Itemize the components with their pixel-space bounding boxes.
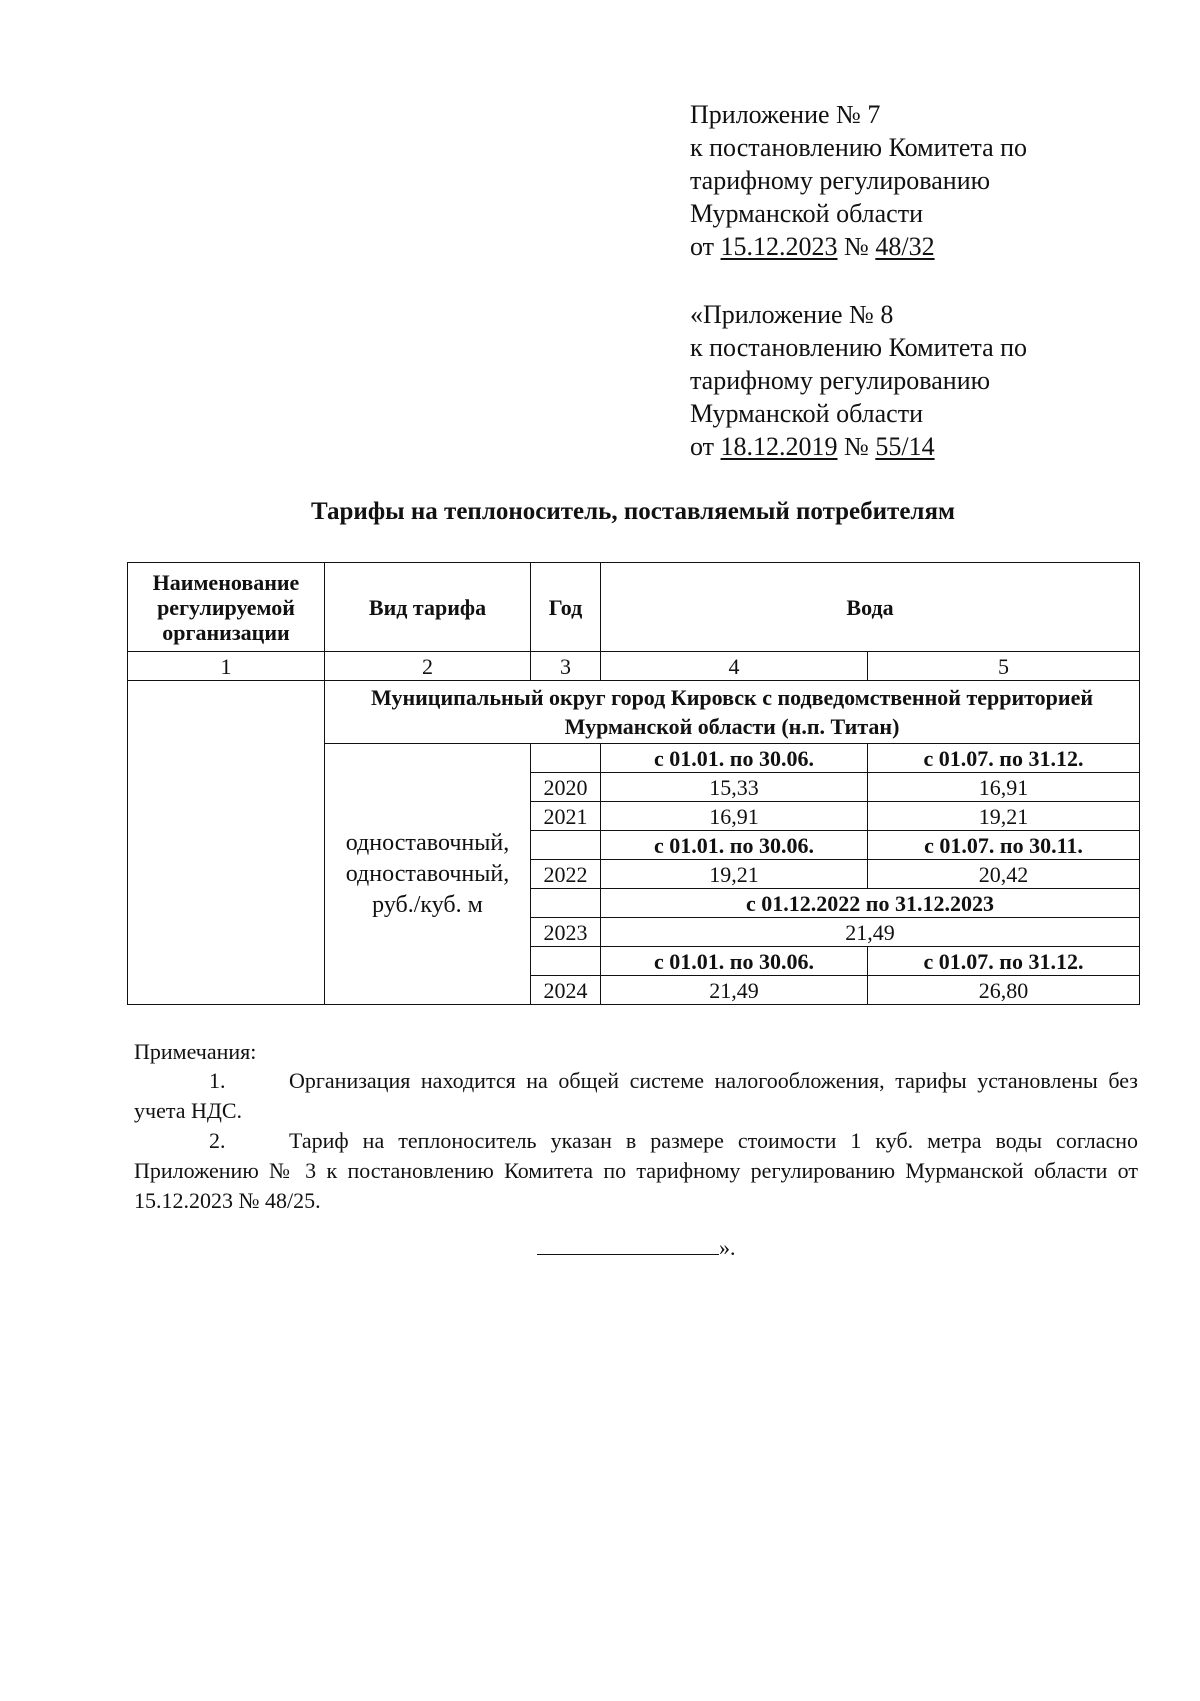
col-number: 5 — [868, 652, 1140, 681]
appendix-7-number: 48/32 — [875, 232, 935, 261]
value-cell: 16,91 — [868, 773, 1140, 802]
tariff-kind-cell: одноставочный, одноставочный, руб./куб. м — [325, 744, 531, 1005]
period-header: с 01.01. по 30.06. — [601, 831, 868, 860]
year-cell-empty — [531, 744, 601, 773]
appendix-7-line-2: к постановлению Комитета по — [690, 133, 1028, 162]
appendix-7-date: 15.12.2023 — [720, 232, 838, 261]
closing-mark — [537, 1234, 736, 1261]
year-cell: 2022 — [531, 860, 601, 889]
appendix-7-no-sign: № — [844, 232, 869, 261]
value-cell: 19,21 — [601, 860, 868, 889]
value-cell: 16,91 — [601, 802, 868, 831]
appendix-8-header — [690, 298, 1027, 463]
year-cell: 2020 — [531, 773, 601, 802]
note-item — [134, 1126, 1138, 1216]
header-year: Год — [531, 563, 601, 652]
appendix-8-line-4: Мурманской области — [690, 399, 923, 428]
col-number: 2 — [325, 652, 531, 681]
year-cell-empty — [531, 889, 601, 918]
col-number: 4 — [601, 652, 868, 681]
header-water: Вода — [601, 563, 1140, 652]
appendix-7-date-line — [690, 230, 1027, 263]
municipality-name: Муниципальный округ город Кировск с подведомственной территорией Мурманской области (н.п. Титан) — [325, 681, 1140, 744]
appendix-7-header — [690, 98, 1027, 263]
col-number: 3 — [531, 652, 601, 681]
appendix-8-number: 55/14 — [875, 432, 935, 461]
note-number: 2. — [209, 1128, 226, 1153]
value-cell: 26,80 — [868, 976, 1140, 1005]
year-cell-empty — [531, 947, 601, 976]
appendix-7-line-4: Мурманской области — [690, 199, 923, 228]
value-cell: 21,49 — [601, 976, 868, 1005]
year-cell: 2023 — [531, 918, 601, 947]
period-header: с 01.12.2022 по 31.12.2023 — [601, 889, 1140, 918]
table-header-row — [128, 563, 1140, 652]
note-item — [134, 1066, 1138, 1126]
year-cell-empty — [531, 831, 601, 860]
table-row — [128, 681, 1140, 744]
year-cell: 2021 — [531, 802, 601, 831]
value-cell: 20,42 — [868, 860, 1140, 889]
header-org: Наименование регулируемой организации — [128, 563, 325, 652]
value-cell: 21,49 — [601, 918, 1140, 947]
period-header: с 01.07. по 31.12. — [868, 744, 1140, 773]
closing-quote: ». — [719, 1235, 736, 1260]
appendix-8-line-3: тарифному регулированию — [690, 366, 991, 395]
column-number-row — [128, 652, 1140, 681]
appendix-8-line-2: к постановлению Комитета по — [690, 333, 1028, 362]
note-text: Тариф на теплоноситель указан в размере стоимости 1 куб. метра воды согласно Приложению № 3 к постановлению Комитета по тарифному регулированию Мурманской области от 15.12.2023 № 48/25. — [134, 1128, 1138, 1213]
year-cell: 2024 — [531, 976, 601, 1005]
signature-line — [537, 1234, 719, 1255]
note-number: 1. — [209, 1068, 226, 1093]
notes-label: Примечания: — [134, 1039, 257, 1064]
period-header: с 01.07. по 31.12. — [868, 947, 1140, 976]
appendix-7-line-3: тарифному регулированию — [690, 166, 991, 195]
appendix-7-from: от — [690, 232, 715, 261]
appendix-8-title: «Приложение № 8 — [690, 300, 894, 329]
col-number: 1 — [128, 652, 325, 681]
document-title: Тарифы на теплоноситель, поставляемый потребителям — [310, 498, 956, 525]
org-name-cell — [128, 681, 325, 1005]
period-header: с 01.07. по 30.11. — [868, 831, 1140, 860]
appendix-8-from: от — [690, 432, 715, 461]
tariff-table — [127, 562, 1140, 1005]
value-cell: 15,33 — [601, 773, 868, 802]
period-header: с 01.01. по 30.06. — [601, 947, 868, 976]
appendix-8-date-line — [690, 430, 1027, 463]
appendix-8-no-sign: № — [844, 432, 869, 461]
appendix-7-title: Приложение № 7 — [690, 100, 881, 129]
period-header: с 01.01. по 30.06. — [601, 744, 868, 773]
value-cell: 19,21 — [868, 802, 1140, 831]
appendix-8-date: 18.12.2019 — [720, 432, 838, 461]
note-text: Организация находится на общей системе налогообложения, тарифы установлены без учета НДС. — [134, 1068, 1138, 1123]
header-tariff-kind: Вид тарифа — [325, 563, 531, 652]
